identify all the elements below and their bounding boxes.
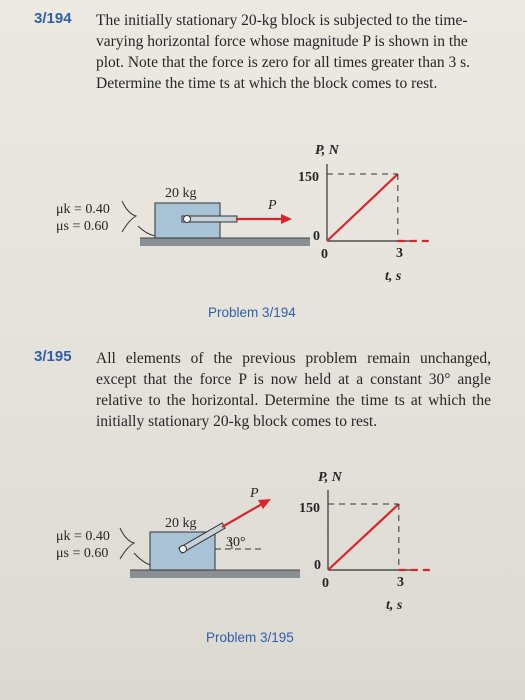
force-label: P [250, 486, 259, 501]
origin-x-label: 0 [322, 576, 329, 591]
problem-number: 3/194 [34, 10, 72, 27]
origin-y-label: 0 [313, 229, 320, 244]
friction-brace [120, 528, 134, 559]
mu-s-label: μs = 0.60 [56, 219, 109, 234]
figure-caption: Problem 3/194 [208, 305, 296, 320]
x-tick-label: 3 [396, 246, 403, 261]
figure-caption: Problem 3/195 [206, 630, 294, 645]
series-ramp-line [328, 504, 399, 570]
mu-s-label: μs = 0.60 [56, 546, 109, 561]
x-tick-label: 3 [397, 575, 404, 590]
origin-x-label: 0 [321, 247, 328, 262]
problem-number: 3/195 [34, 348, 72, 365]
y-tick-label: 150 [298, 170, 319, 185]
y-tick-label: 150 [299, 501, 320, 516]
mass-label: 20 kg [165, 516, 197, 531]
origin-y-label: 0 [314, 558, 321, 573]
pin [180, 546, 187, 553]
plot-ylabel: P, N [318, 470, 342, 485]
plot-xlabel: t, s [386, 598, 403, 613]
mass-label: 20 kg [165, 186, 197, 201]
mu-k-label: μk = 0.40 [56, 529, 110, 544]
force-arrow [222, 504, 262, 527]
plot-ylabel: P, N [315, 143, 339, 158]
angle-label: 30° [226, 535, 246, 550]
mu-k-label: μk = 0.40 [56, 202, 110, 217]
ground [130, 570, 300, 578]
plot-xlabel: t, s [385, 269, 402, 284]
force-label: P [268, 198, 277, 213]
problem-statement: All elements of the previous problem remain unchanged, except that the force P is now held at a constant 30° angle relative to the horizontal. Determine the time ts at which the initially stationary 20-kg block comes to rest. [96, 350, 491, 430]
plot-195 [299, 470, 434, 613]
problem-statement: The initially stationary 20-kg block is subjected to the time-varying horizontal force whose magnitude P is shown in the plot. Note that the force is zero for all times greater than 3 s. Determine the time ts at which the block comes to rest. [96, 12, 471, 92]
